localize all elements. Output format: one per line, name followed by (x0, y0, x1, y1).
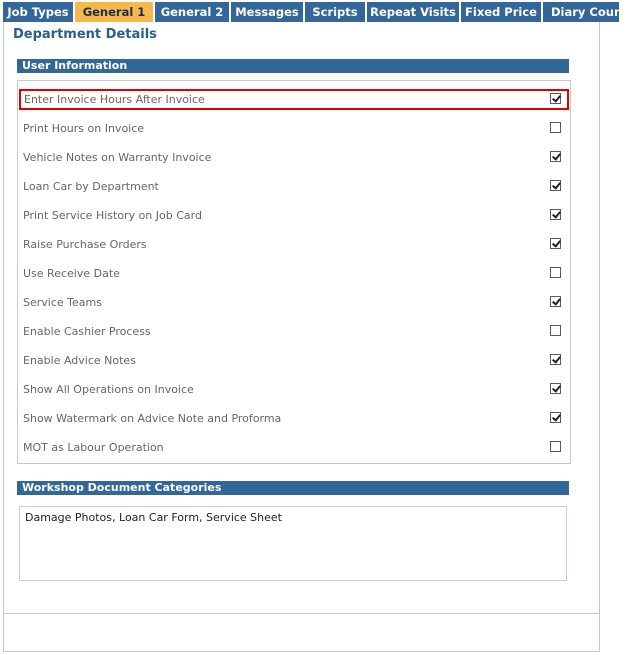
tab-scripts[interactable]: Scripts (305, 2, 365, 22)
tab-repeat-visits[interactable]: Repeat Visits (367, 2, 459, 22)
page-title: Department Details (13, 27, 157, 42)
workshop-document-categories-header: Workshop Document Categories (17, 481, 569, 495)
option-row (19, 118, 569, 139)
option-checkbox[interactable] (550, 180, 561, 191)
tab-job-types[interactable]: Job Types (3, 2, 73, 22)
option-checkbox[interactable] (550, 122, 561, 133)
option-checkbox[interactable] (550, 209, 561, 220)
option-label: Enable Cashier Process (23, 325, 151, 338)
option-row (19, 234, 569, 255)
tab-general-2[interactable]: General 2 (155, 2, 229, 22)
tab-bar (3, 2, 634, 22)
option-label: Loan Car by Department (23, 180, 159, 193)
option-row (19, 147, 569, 168)
option-checkbox[interactable] (550, 383, 561, 394)
option-label: Use Receive Date (23, 267, 120, 280)
option-checkbox[interactable] (550, 412, 561, 423)
option-label: Show All Operations on Invoice (23, 383, 194, 396)
option-label: Raise Purchase Orders (23, 238, 147, 251)
option-row (19, 89, 569, 110)
option-checkbox[interactable] (550, 441, 561, 452)
option-row (19, 321, 569, 342)
user-information-header: User Information (17, 59, 569, 73)
option-checkbox[interactable] (550, 296, 561, 307)
option-label: Enable Advice Notes (23, 354, 136, 367)
divider (4, 613, 600, 614)
option-row (19, 350, 569, 371)
option-checkbox[interactable] (550, 354, 561, 365)
option-row (19, 176, 569, 197)
option-row (19, 292, 569, 313)
option-row (19, 437, 569, 458)
option-label: Service Teams (23, 296, 102, 309)
option-checkbox[interactable] (550, 267, 561, 278)
tab-fixed-price[interactable]: Fixed Price (461, 2, 541, 22)
option-row (19, 205, 569, 226)
option-label: Enter Invoice Hours After Invoice (24, 93, 205, 106)
option-label: MOT as Labour Operation (23, 441, 164, 454)
option-label: Print Service History on Job Card (23, 209, 202, 222)
option-label: Vehicle Notes on Warranty Invoice (23, 151, 212, 164)
option-row (19, 379, 569, 400)
option-checkbox[interactable] (550, 325, 561, 336)
tab-diary-counts[interactable]: Diary Counts (543, 2, 619, 22)
option-row (19, 408, 569, 429)
option-checkbox[interactable] (550, 151, 561, 162)
option-label: Show Watermark on Advice Note and Proforma (23, 412, 282, 425)
option-checkbox[interactable] (550, 238, 561, 249)
option-row (19, 263, 569, 284)
option-checkbox[interactable] (550, 93, 561, 104)
tab-messages[interactable]: Messages (231, 2, 303, 22)
option-label: Print Hours on Invoice (23, 122, 145, 135)
tab-general-1[interactable]: General 1 (75, 2, 153, 22)
user-information-panel (17, 80, 571, 464)
workshop-document-categories-field[interactable]: Damage Photos, Loan Car Form, Service Sheet (19, 506, 567, 581)
